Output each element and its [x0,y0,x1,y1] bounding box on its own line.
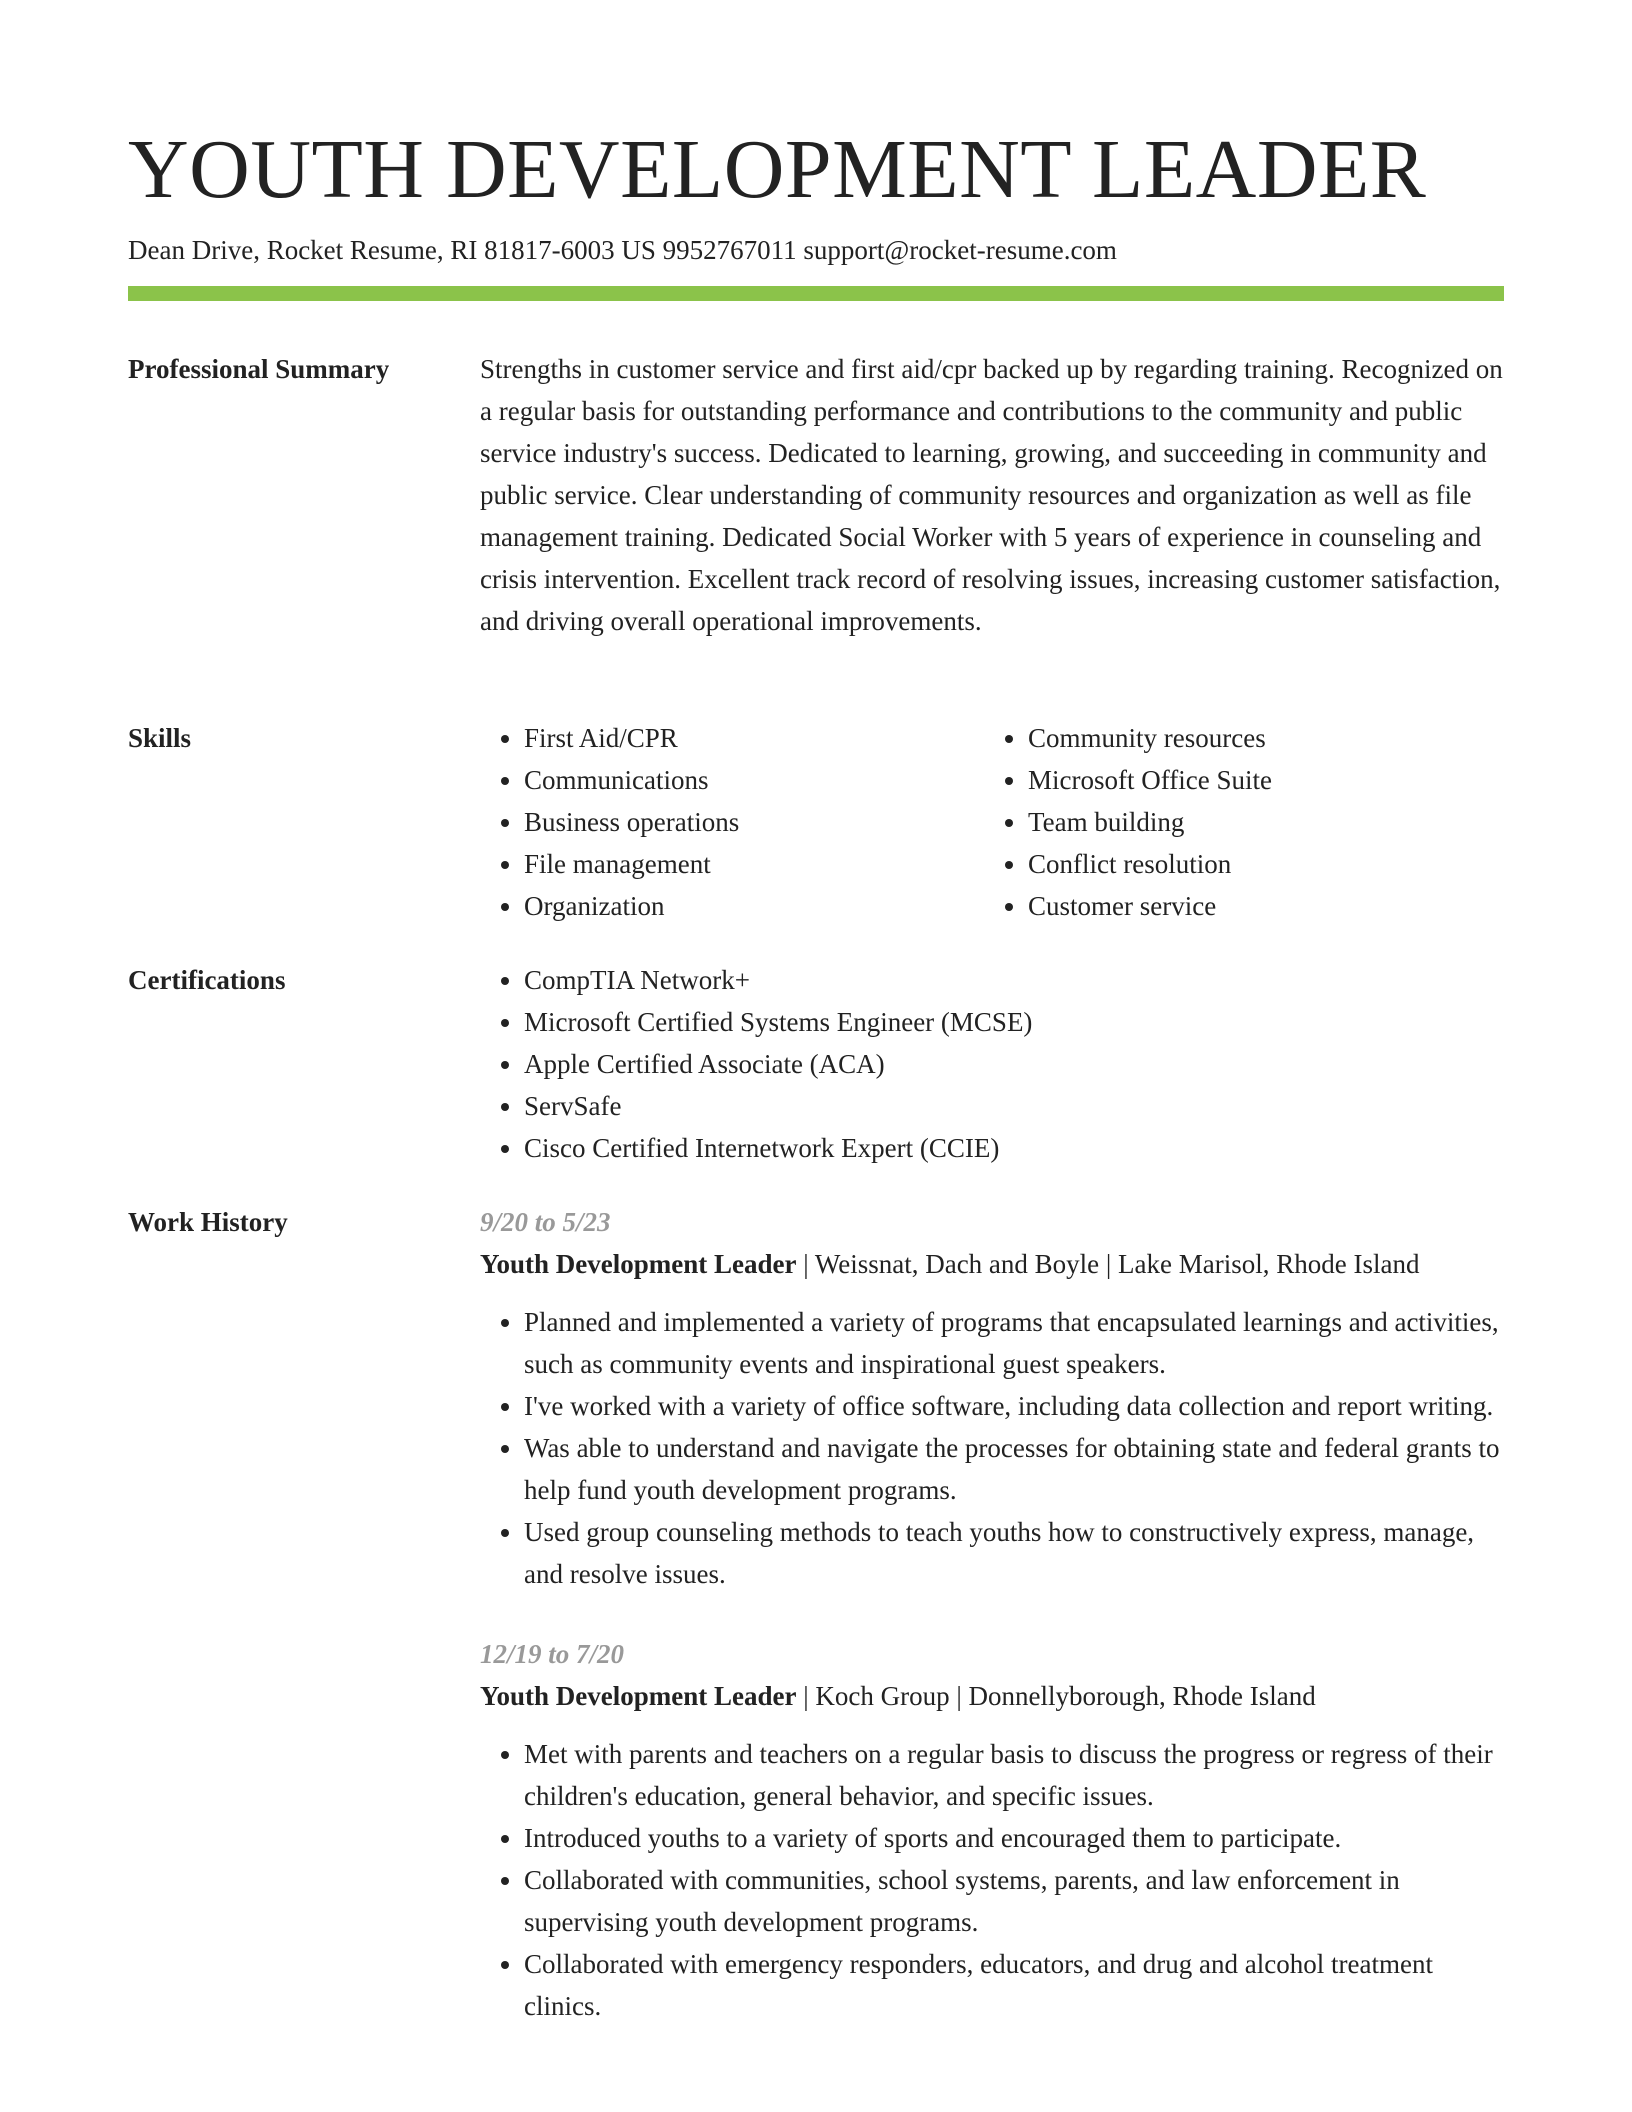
certifications-body [480,959,1504,1169]
list-item: • Planned and implemented a variety of programs that encapsulated learnings and activities, such as community events and inspirational guest speakers. [524,1301,1504,1385]
skills-list-right [984,717,1488,927]
header-divider [128,286,1504,301]
list-item: • Team building [1028,801,1488,843]
list-item: • I've worked with a variety of office software, including data collection and report writing. [524,1385,1504,1427]
list-item: • File management [524,843,984,885]
job-dates: 12/19 to 7/20 [480,1639,625,1669]
job-heading [480,1675,1504,1717]
list-item: • Cisco Certified Internetwork Expert (CCIE) [524,1127,1504,1169]
list-item: • Met with parents and teachers on a regular basis to discuss the progress or regress of their children's education, general behavior, and specific issues. [524,1733,1504,1817]
list-item: • Customer service [1028,885,1488,927]
certifications-label: Certifications [128,965,286,995]
skills-body [480,717,1504,927]
page-title: YOUTH DEVELOPMENT LEADER [128,123,1427,216]
list-item: • Introduced youths to a variety of sports and encouraged them to participate. [524,1817,1504,1859]
list-item: • Microsoft Office Suite [1028,759,1488,801]
list-item: • Apple Certified Associate (ACA) [524,1043,1504,1085]
list-item: • Collaborated with communities, school systems, parents, and law enforcement in supervising youth development programs. [524,1859,1504,1943]
skills-label: Skills [128,723,192,753]
list-item: • CompTIA Network+ [524,959,1504,1001]
list-item: • Used group counseling methods to teach youths how to constructively express, manage, and resolve issues. [524,1511,1504,1595]
job-dates: 9/20 to 5/23 [480,1207,611,1237]
list-item: • Organization [524,885,984,927]
list-item: • ServSafe [524,1085,1504,1127]
job-title: Youth Development Leader [480,1681,797,1711]
job-bullets [480,1733,1504,2027]
work-label: Work History [128,1207,288,1237]
job-details: | Koch Group | Donnellyborough, Rhode Island [796,1681,1316,1711]
job-title: Youth Development Leader [480,1249,797,1279]
list-item: • Conflict resolution [1028,843,1488,885]
summary-body [480,348,1504,642]
list-item: • Microsoft Certified Systems Engineer (MCSE) [524,1001,1504,1043]
list-item: • Was able to understand and navigate the processes for obtaining state and federal grants to help fund youth development programs. [524,1427,1504,1511]
job-entry [480,1633,1504,2027]
job-details: | Weissnat, Dach and Boyle | Lake Marisol, Rhode Island [796,1249,1420,1279]
job-entry [480,1201,1504,1595]
job-heading [480,1243,1504,1285]
list-item: • Community resources [1028,717,1488,759]
summary-label: Professional Summary [128,354,390,384]
work-body [480,1201,1504,2065]
summary-text: Strengths in customer service and first aid/cpr backed up by regarding training. Recognized on a regular basis for outstanding performance and contributions to the community and public service industry's success. Dedicated to learning, growing, and succeeding in community and public service. Clear understanding of community resources and organization as well as file management training. Dedicated Social Worker with 5 years of experience in counseling and crisis intervention. Excellent track record of resolving issues, increasing customer satisfaction, and driving overall operational improvements. [480,354,1503,636]
list-item: • Collaborated with emergency responders, educators, and drug and alcohol treatment clinics. [524,1943,1504,2027]
job-bullets [480,1301,1504,1595]
list-item: • First Aid/CPR [524,717,984,759]
list-item: • Communications [524,759,984,801]
skills-list-left [480,717,984,927]
contact-line: Dean Drive, Rocket Resume, RI 81817-6003 US 9952767011 support@rocket-resume.com [128,235,1117,265]
list-item: • Business operations [524,801,984,843]
certifications-list [480,959,1504,1169]
